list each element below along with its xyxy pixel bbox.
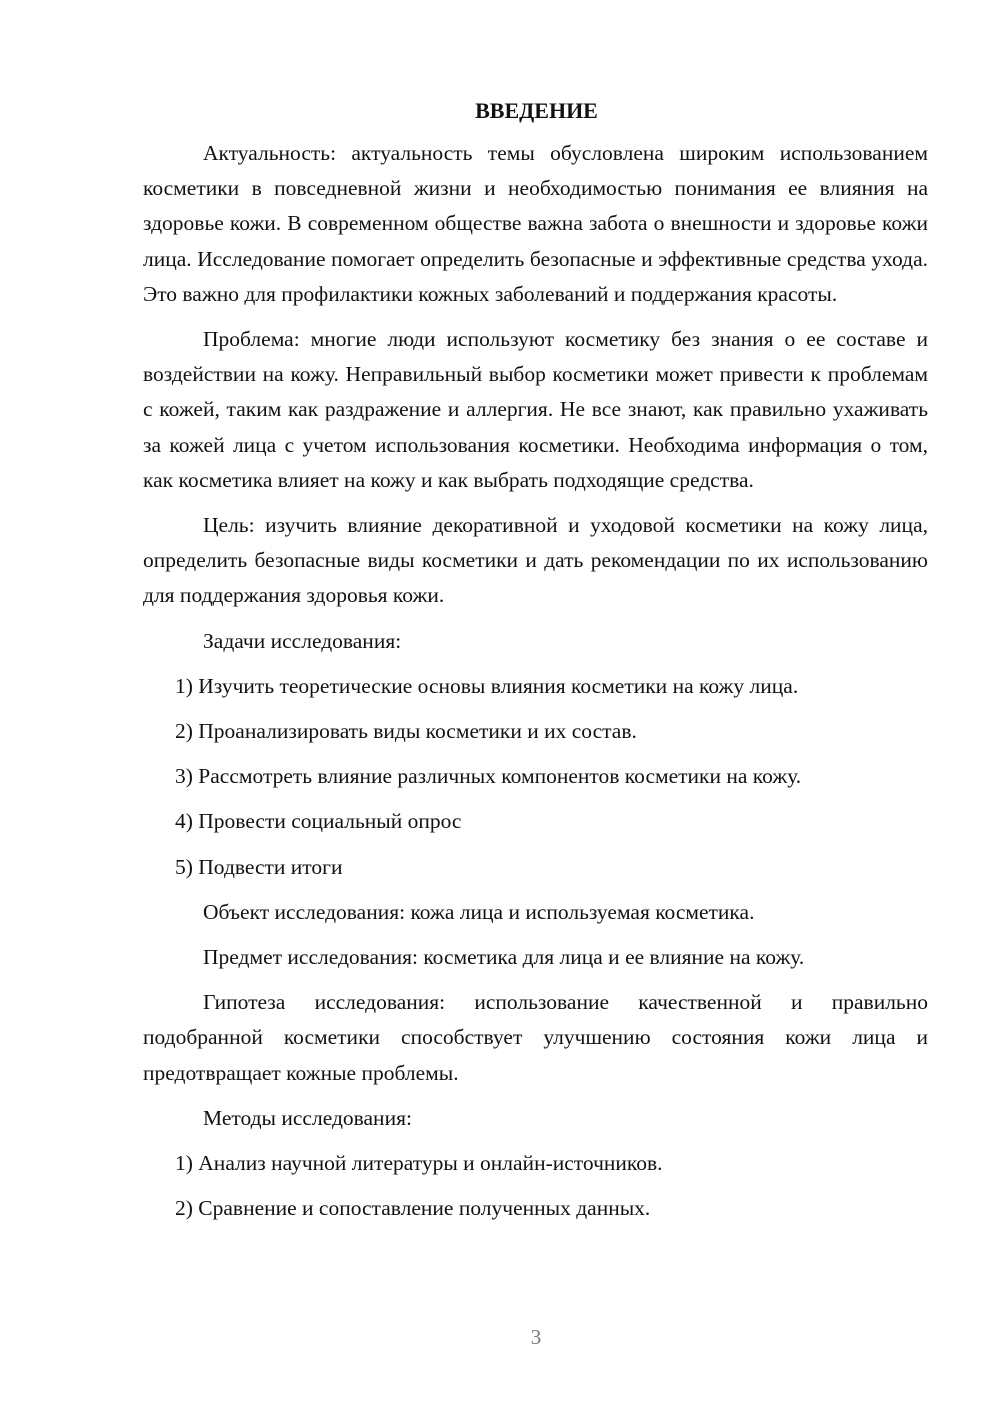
section-title: ВВЕДЕНИЕ — [475, 98, 598, 123]
page-number: 3 — [530, 1325, 542, 1349]
methods-heading: Методы исследования: — [203, 1105, 412, 1130]
problem-paragraph: Проблема: многие люди используют косметику без знания о ее составе и воздействии на кожу. Неправильный выбор косметики может привести к проблемам с кожей, таким как раздражение и аллергия. Не все знают, как правильно ухаживать за кожей лица с учетом использования косметики. Необходима информация о том, как косметика влияет на кожу и как выбрать подходящие средства. — [143, 327, 928, 492]
method-item: 1) Анализ научной литературы и онлайн-источников. — [175, 1151, 663, 1176]
relevance-paragraph: Актуальность: актуальность темы обусловлена широким использованием косметики в повседневной жизни и необходимостью понимания ее влияния на здоровье кожи. В современном обществе важна забота о внешности и здоровье кожи лица. Исследование помогает определить безопасные и эффективные средства ухода. Это важно для профилактики кожных заболеваний и поддержания красоты. — [143, 141, 928, 306]
task-item: 1) Изучить теоретические основы влияния косметики на кожу лица. — [175, 673, 799, 698]
object-paragraph: Объект исследования: кожа лица и используемая косметика. — [203, 899, 755, 924]
hypothesis-paragraph: Гипотеза исследования: использование качественной и правильно подобранной косметики способствует улучшению состояния кожи лица и предотвращает кожные проблемы. — [143, 990, 928, 1085]
task-item: 3) Рассмотреть влияние различных компонентов косметики на кожу. — [175, 764, 802, 789]
method-item: 2) Сравнение и сопоставление полученных данных. — [175, 1196, 651, 1221]
goal-paragraph: Цель: изучить влияние декоративной и уходовой косметики на кожу лица, определить безопасные виды косметики и дать рекомендации по их использованию для поддержания здоровья кожи. — [143, 513, 928, 608]
task-item: 2) Проанализировать виды косметики и их состав. — [175, 719, 637, 744]
task-item: 4) Провести социальный опрос — [175, 809, 462, 834]
tasks-heading: Задачи исследования: — [203, 628, 402, 653]
subject-paragraph: Предмет исследования: косметика для лица и ее влияние на кожу. — [203, 945, 805, 970]
task-item: 5) Подвести итоги — [175, 854, 343, 879]
document-page — [143, 96, 928, 1236]
